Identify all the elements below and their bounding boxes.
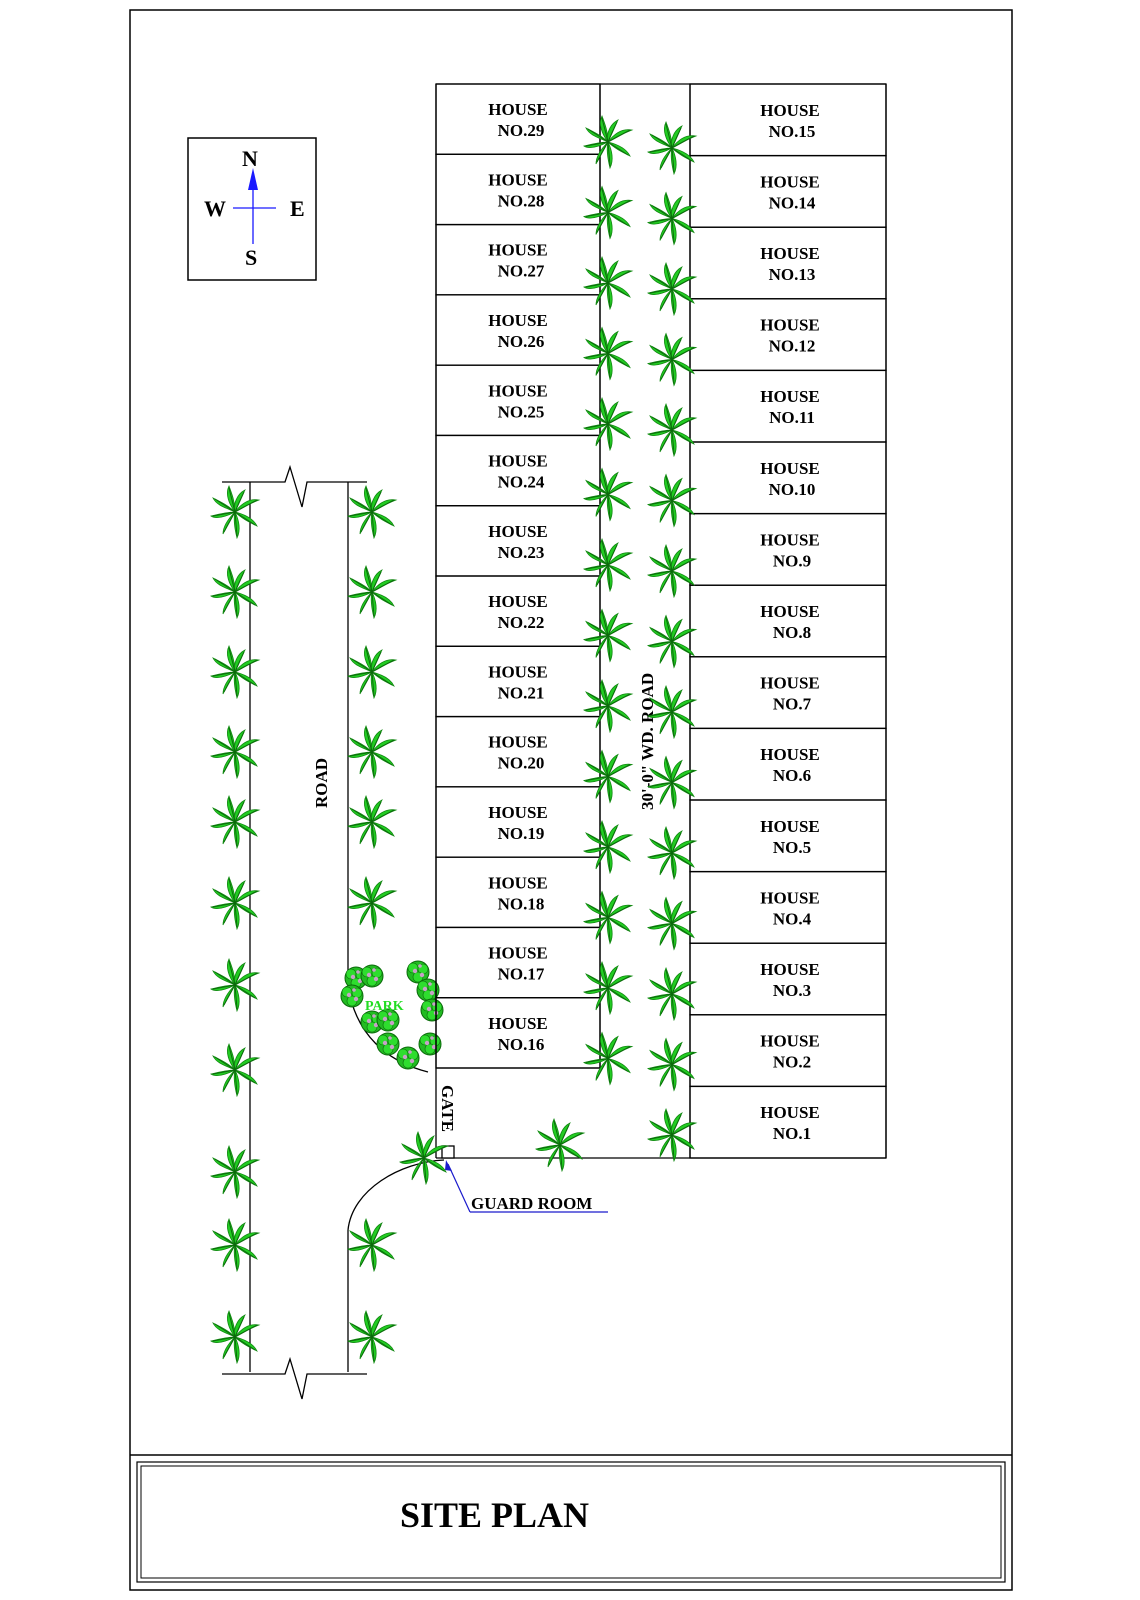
- house-number: NO.18: [497, 894, 545, 914]
- palm-tree-icon: [648, 1109, 696, 1161]
- palm-tree-icon: [584, 610, 632, 662]
- house-plot: [436, 646, 600, 716]
- house-label: HOUSE: [488, 732, 548, 752]
- house-row-west: [436, 84, 600, 1068]
- house-number: NO.1: [772, 1124, 812, 1144]
- house-label: HOUSE: [760, 244, 820, 263]
- house-label: HOUSE: [488, 521, 548, 541]
- house-label: HOUSE: [488, 100, 548, 120]
- house-number: NO.10: [768, 479, 816, 499]
- house-label: HOUSE: [488, 170, 548, 190]
- palm-tree-icon: [648, 616, 696, 668]
- house-number: NO.22: [497, 613, 545, 633]
- house-label: HOUSE: [760, 1031, 820, 1051]
- north-arrow-icon: [233, 168, 276, 244]
- palm-tree-icon: [348, 1219, 396, 1271]
- palm-tree-icon: [211, 726, 259, 778]
- palm-tree-icon: [211, 1044, 259, 1096]
- palm-tree-icon: [211, 486, 259, 538]
- palm-tree-icon: [648, 404, 696, 456]
- house-number: NO.11: [769, 408, 815, 428]
- house-label: HOUSE: [488, 311, 548, 330]
- house-label: HOUSE: [760, 530, 820, 550]
- compass-box: [188, 138, 316, 280]
- house-label: HOUSE: [760, 816, 820, 836]
- palm-tree-icon: [584, 1033, 632, 1085]
- palm-tree-icon: [348, 566, 396, 618]
- palm-tree-icon: [584, 257, 632, 309]
- house-label: HOUSE: [488, 943, 548, 963]
- palm-tree-icon: [648, 122, 696, 174]
- house-row-east: [690, 84, 886, 1158]
- palm-tree-icon: [536, 1119, 584, 1171]
- house-plot: [436, 84, 600, 154]
- palm-tree-icon: [348, 1311, 396, 1363]
- palm-tree-icon: [348, 646, 396, 698]
- house-plot: [690, 514, 886, 586]
- house-plot: [690, 299, 886, 371]
- house-plot: [436, 365, 600, 435]
- palm-tree-icon: [648, 263, 696, 315]
- palm-tree-icon: [648, 968, 696, 1020]
- house-label: HOUSE: [760, 315, 820, 335]
- palm-tree-icon: [211, 566, 259, 618]
- palm-tree-icon: [211, 1146, 259, 1198]
- house-plot: [436, 787, 600, 857]
- house-plot: [690, 943, 886, 1015]
- palm-tree-icon: [648, 334, 696, 386]
- house-number: NO.24: [497, 472, 545, 492]
- house-label: HOUSE: [760, 673, 820, 693]
- palm-tree-icon: [584, 398, 632, 450]
- house-number: NO.23: [497, 542, 545, 562]
- house-plot: [690, 728, 886, 800]
- house-plot: [436, 435, 600, 505]
- palm-tree-icon: [648, 827, 696, 879]
- house-label: HOUSE: [760, 387, 820, 407]
- house-label: HOUSE: [488, 1013, 548, 1033]
- house-number: NO.17: [497, 964, 545, 984]
- house-number: NO.12: [768, 336, 816, 356]
- house-number: NO.4: [772, 909, 812, 929]
- house-plot: [436, 857, 600, 927]
- palm-tree-icon: [584, 469, 632, 521]
- gate-label: GATE: [438, 1085, 457, 1132]
- palm-tree-icon: [648, 193, 696, 245]
- palm-tree-icon: [648, 545, 696, 597]
- house-label: HOUSE: [760, 960, 820, 979]
- house-plot: [690, 84, 886, 156]
- house-plot: [436, 225, 600, 295]
- palm-tree-icon: [348, 486, 396, 538]
- palm-tree-icon: [211, 959, 259, 1011]
- house-label: HOUSE: [760, 1103, 820, 1123]
- house-number: NO.3: [772, 981, 812, 1000]
- palm-tree-icon: [584, 962, 632, 1014]
- house-plot: [690, 442, 886, 514]
- inner-road-label: 30'-0" WD. ROAD: [638, 672, 657, 810]
- house-number: NO.19: [497, 824, 545, 843]
- palm-tree-icon: [348, 796, 396, 848]
- house-number: NO.28: [497, 191, 545, 211]
- main-road: [222, 467, 444, 1399]
- house-label: HOUSE: [488, 873, 548, 893]
- house-plot: [690, 657, 886, 729]
- house-number: NO.13: [768, 265, 816, 284]
- palm-tree-icon: [648, 1039, 696, 1091]
- house-label: HOUSE: [488, 592, 548, 612]
- house-number: NO.29: [497, 121, 545, 141]
- drawing-title: SITE PLAN: [400, 1495, 590, 1535]
- house-plot: [690, 156, 886, 228]
- house-plot: [436, 154, 600, 224]
- palm-tree-icon: [584, 116, 632, 168]
- house-plot: [436, 295, 600, 365]
- house-label: HOUSE: [488, 381, 548, 401]
- house-label: HOUSE: [488, 662, 548, 682]
- palm-tree-icon: [584, 187, 632, 239]
- house-plot: [690, 370, 886, 442]
- palm-tree-icon: [211, 1311, 259, 1363]
- park: [341, 961, 443, 1072]
- house-number: NO.8: [772, 623, 812, 642]
- house-number: NO.25: [497, 402, 545, 422]
- house-number: NO.20: [497, 753, 545, 773]
- park-label: PARK: [365, 999, 404, 1014]
- house-plot: [690, 800, 886, 872]
- house-number: NO.14: [768, 193, 816, 213]
- palm-tree-icon: [584, 328, 632, 380]
- house-label: HOUSE: [760, 745, 820, 765]
- house-label: HOUSE: [488, 451, 548, 471]
- palm-tree-icon: [584, 539, 632, 591]
- house-plot: [436, 717, 600, 787]
- palm-tree-icon: [648, 898, 696, 950]
- palm-tree-icon: [211, 1219, 259, 1271]
- compass-south: S: [245, 245, 258, 270]
- house-number: NO.21: [497, 683, 545, 703]
- house-number: NO.27: [497, 261, 545, 281]
- compass-east: E: [290, 196, 305, 221]
- house-label: HOUSE: [488, 803, 548, 822]
- house-number: NO.26: [497, 332, 545, 351]
- compass-north: N: [242, 146, 258, 171]
- main-road-label: ROAD: [312, 757, 331, 808]
- house-plot: [690, 227, 886, 299]
- house-number: NO.15: [768, 121, 816, 141]
- palm-tree-icon: [211, 646, 259, 698]
- house-number: NO.6: [772, 766, 812, 786]
- house-number: NO.2: [772, 1052, 812, 1072]
- house-plot: [436, 927, 600, 997]
- house-plot: [690, 1015, 886, 1087]
- house-label: HOUSE: [760, 100, 820, 120]
- palm-tree-icon: [211, 877, 259, 929]
- guard-room-label: GUARD ROOM: [471, 1194, 593, 1213]
- house-plot: [690, 872, 886, 944]
- house-plot: [436, 998, 600, 1068]
- palm-tree-icon: [648, 475, 696, 527]
- house-number: NO.5: [772, 837, 812, 857]
- house-label: HOUSE: [760, 602, 820, 621]
- house-number: NO.7: [772, 694, 812, 714]
- palm-tree-icon: [211, 796, 259, 848]
- house-label: HOUSE: [760, 458, 820, 478]
- house-label: HOUSE: [488, 240, 548, 260]
- house-plot: [690, 1086, 886, 1158]
- palm-tree-icon: [584, 751, 632, 803]
- house-label: HOUSE: [760, 172, 820, 192]
- palm-tree-icon: [584, 680, 632, 732]
- palm-tree-icon: [584, 892, 632, 944]
- house-plot: [436, 506, 600, 576]
- house-plot: [690, 585, 886, 657]
- house-label: HOUSE: [760, 888, 820, 908]
- house-number: NO.9: [772, 551, 812, 571]
- palm-tree-icon: [348, 726, 396, 778]
- house-plot: [436, 576, 600, 646]
- palm-tree-icon: [348, 877, 396, 929]
- palm-tree-icon: [584, 821, 632, 873]
- house-number: NO.16: [497, 1034, 545, 1054]
- compass-west: W: [204, 196, 226, 221]
